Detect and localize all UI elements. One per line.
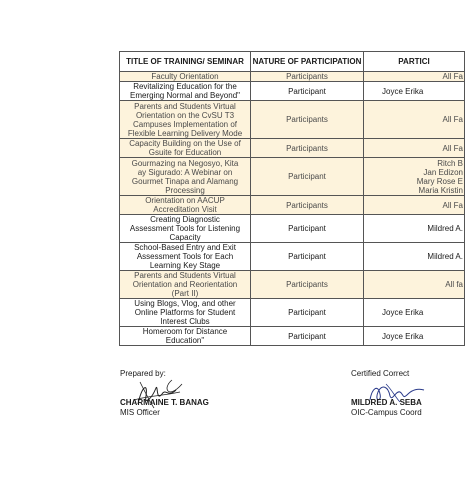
table-row [120, 196, 465, 215]
training-title-cell: Parents and Students Virtual Orientation on the CvSU T3 Campuses Implementation of Flexible Learning Delivery Mode [120, 101, 251, 139]
training-title-cell: School-Based Entry and Exit Assessment Tools for Each Learning Key Stage [120, 243, 251, 271]
table-row [120, 327, 465, 346]
nature-of-participation-cell: Participants [251, 101, 364, 139]
participants-cell: All fa [364, 271, 465, 299]
training-title-cell: Parents and Students Virtual Orientation and Reorientation (Part II) [120, 271, 251, 299]
training-title-cell: Capacity Building on the Use of Gsuite for Education [120, 139, 251, 158]
nature-of-participation-cell: Participant [251, 243, 364, 271]
training-title-cell: Gourmazing na Negosyo, Kita ay Sigurado: A Webinar on Gourmet Tinapa and Alamang Processing [120, 158, 251, 196]
certified-correct-role: OIC-Campus Coord [351, 408, 422, 417]
prepared-by-label: Prepared by: [120, 369, 166, 378]
training-table [119, 51, 465, 346]
prepared-by-role: MIS Officer [120, 408, 160, 417]
nature-of-participation-cell: Participants [251, 139, 364, 158]
training-title-cell: Revitalizing Education for the Emerging Normal and Beyond" [120, 82, 251, 101]
training-title-cell: Using Blogs, Vlog, and other Online Platforms for Student Interest Clubs [120, 299, 251, 327]
participants-cell: Joyce Erika [364, 82, 465, 101]
table-row [120, 243, 465, 271]
participants-cell: All Fa [364, 139, 465, 158]
table-body [120, 72, 465, 346]
participants-cell: Mildred A. [364, 215, 465, 243]
table-row [120, 72, 465, 82]
nature-of-participation-cell: Participant [251, 82, 364, 101]
header-nature: NATURE OF PARTICIPATION [251, 52, 364, 72]
header-title: TITLE OF TRAINING/ SEMINAR [120, 52, 251, 72]
participants-cell: Ritch B Jan Edizon Mary Rose E Maria Kristin [364, 158, 465, 196]
header-participants: PARTICI [364, 52, 465, 72]
participants-cell: All Fa [364, 72, 465, 82]
training-title-cell: Homeroom for Distance Education" [120, 327, 251, 346]
participants-cell: Joyce Erika [364, 299, 465, 327]
participants-cell: All Fa [364, 196, 465, 215]
table-row [120, 139, 465, 158]
certified-correct-name: MILDRED A. SEBA [351, 398, 422, 407]
table-row [120, 101, 465, 139]
nature-of-participation-cell: Participants [251, 72, 364, 82]
participants-cell: Mildred A. [364, 243, 465, 271]
training-title-cell: Creating Diagnostic Assessment Tools for Listening Capacity [120, 215, 251, 243]
certified-correct-label: Certified Correct [351, 369, 410, 378]
table-row [120, 158, 465, 196]
table-header-row [120, 52, 465, 72]
prepared-by-name: CHARMAINE T. BANAG [120, 398, 209, 407]
training-title-cell: Orientation on AACUP Accreditation Visit [120, 196, 251, 215]
table-row [120, 82, 465, 101]
participants-cell: All Fa [364, 101, 465, 139]
nature-of-participation-cell: Participant [251, 158, 364, 196]
table-row [120, 271, 465, 299]
nature-of-participation-cell: Participant [251, 299, 364, 327]
table-row [120, 215, 465, 243]
nature-of-participation-cell: Participant [251, 327, 364, 346]
nature-of-participation-cell: Participant [251, 215, 364, 243]
training-title-cell: Faculty Orientation [120, 72, 251, 82]
nature-of-participation-cell: Participants [251, 271, 364, 299]
nature-of-participation-cell: Participants [251, 196, 364, 215]
table-row [120, 299, 465, 327]
participants-cell: Joyce Erika [364, 327, 465, 346]
